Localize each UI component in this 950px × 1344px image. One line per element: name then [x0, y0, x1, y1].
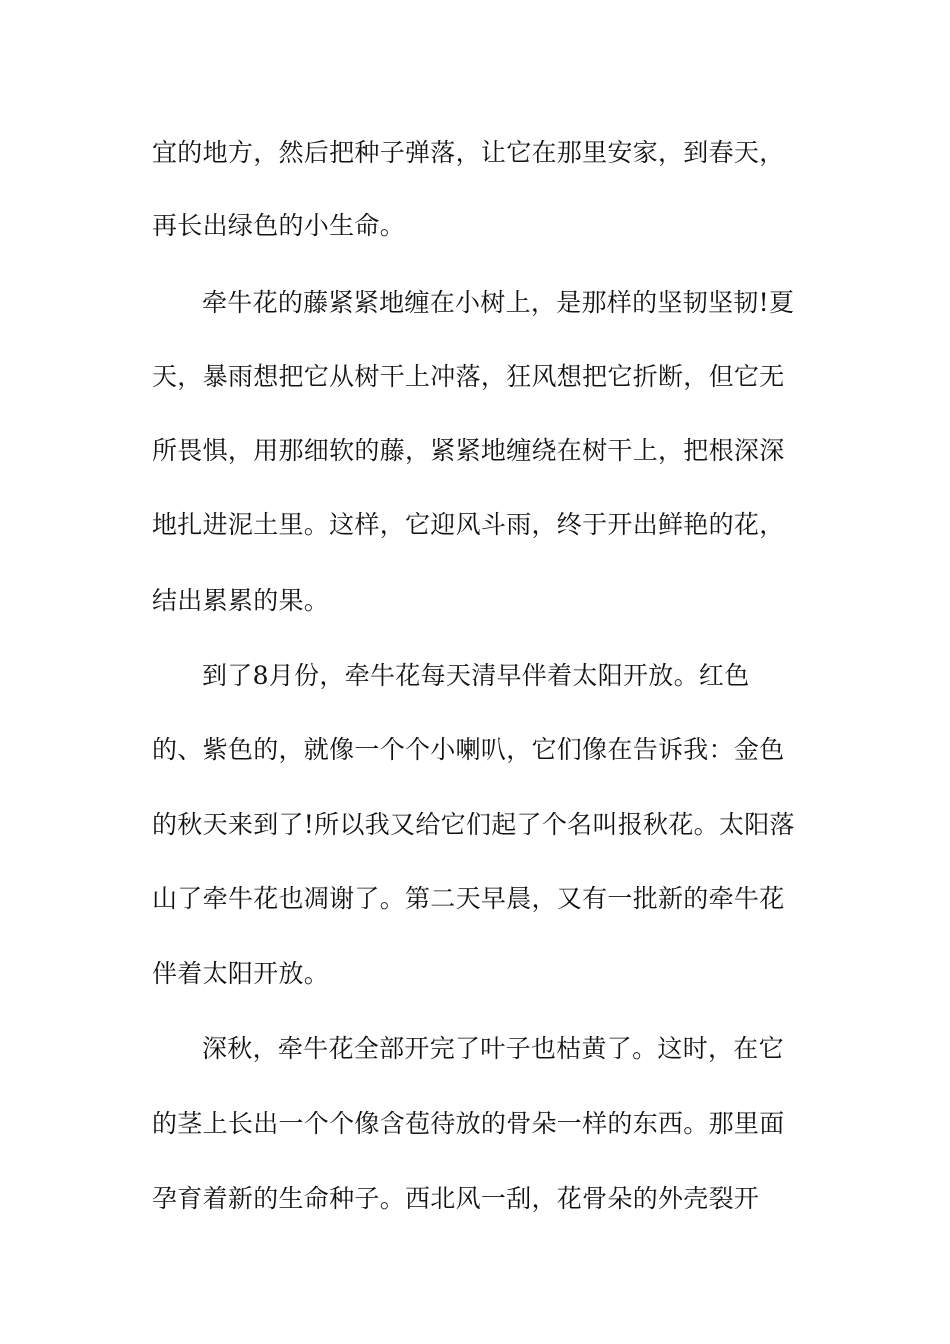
text-line: 宜的地方，然后把种子弹落，让它在那里安家，到春天，	[152, 138, 785, 167]
paragraph-first-line: 深秋，牵牛花全部开完了叶子也枯黄了。这时，在它	[202, 1034, 784, 1063]
text-line: 的茎上长出一个个像含苞待放的骨朵一样的东西。那里面	[152, 1109, 785, 1138]
text-line: 的秋天来到了!所以我又给它们起了个名叫报秋花。太阳落	[152, 810, 795, 839]
paragraph-first-line: 牵牛花的藤紧紧地缠在小树上，是那样的坚韧坚韧!夏	[202, 288, 795, 317]
text-line: 天，暴雨想把它从树干上冲落，狂风想把它折断，但它无	[152, 362, 785, 391]
text-line: 再长出绿色的小生命。	[152, 211, 406, 240]
text-line: 的、紫色的，就像一个个小喇叭，它们像在告诉我：金色	[152, 735, 785, 764]
text-line: 伴着太阳开放。	[152, 959, 330, 988]
text-line: 孕育着新的生命种子。西北风一刮，花骨朵的外壳裂开	[152, 1184, 760, 1213]
text-line: 结出累累的果。	[152, 586, 330, 615]
text-line: 山了牵牛花也凋谢了。第二天早晨，又有一批新的牵牛花	[152, 884, 785, 913]
text-line: 地扎进泥土里。这样，它迎风斗雨，终于开出鲜艳的花，	[152, 510, 785, 539]
text-line: 所畏惧，用那细软的藤，紧紧地缠绕在树干上，把根深深	[152, 436, 785, 465]
paragraph-first-line: 到了8月份，牵牛花每天清早伴着太阳开放。红色	[202, 661, 750, 690]
